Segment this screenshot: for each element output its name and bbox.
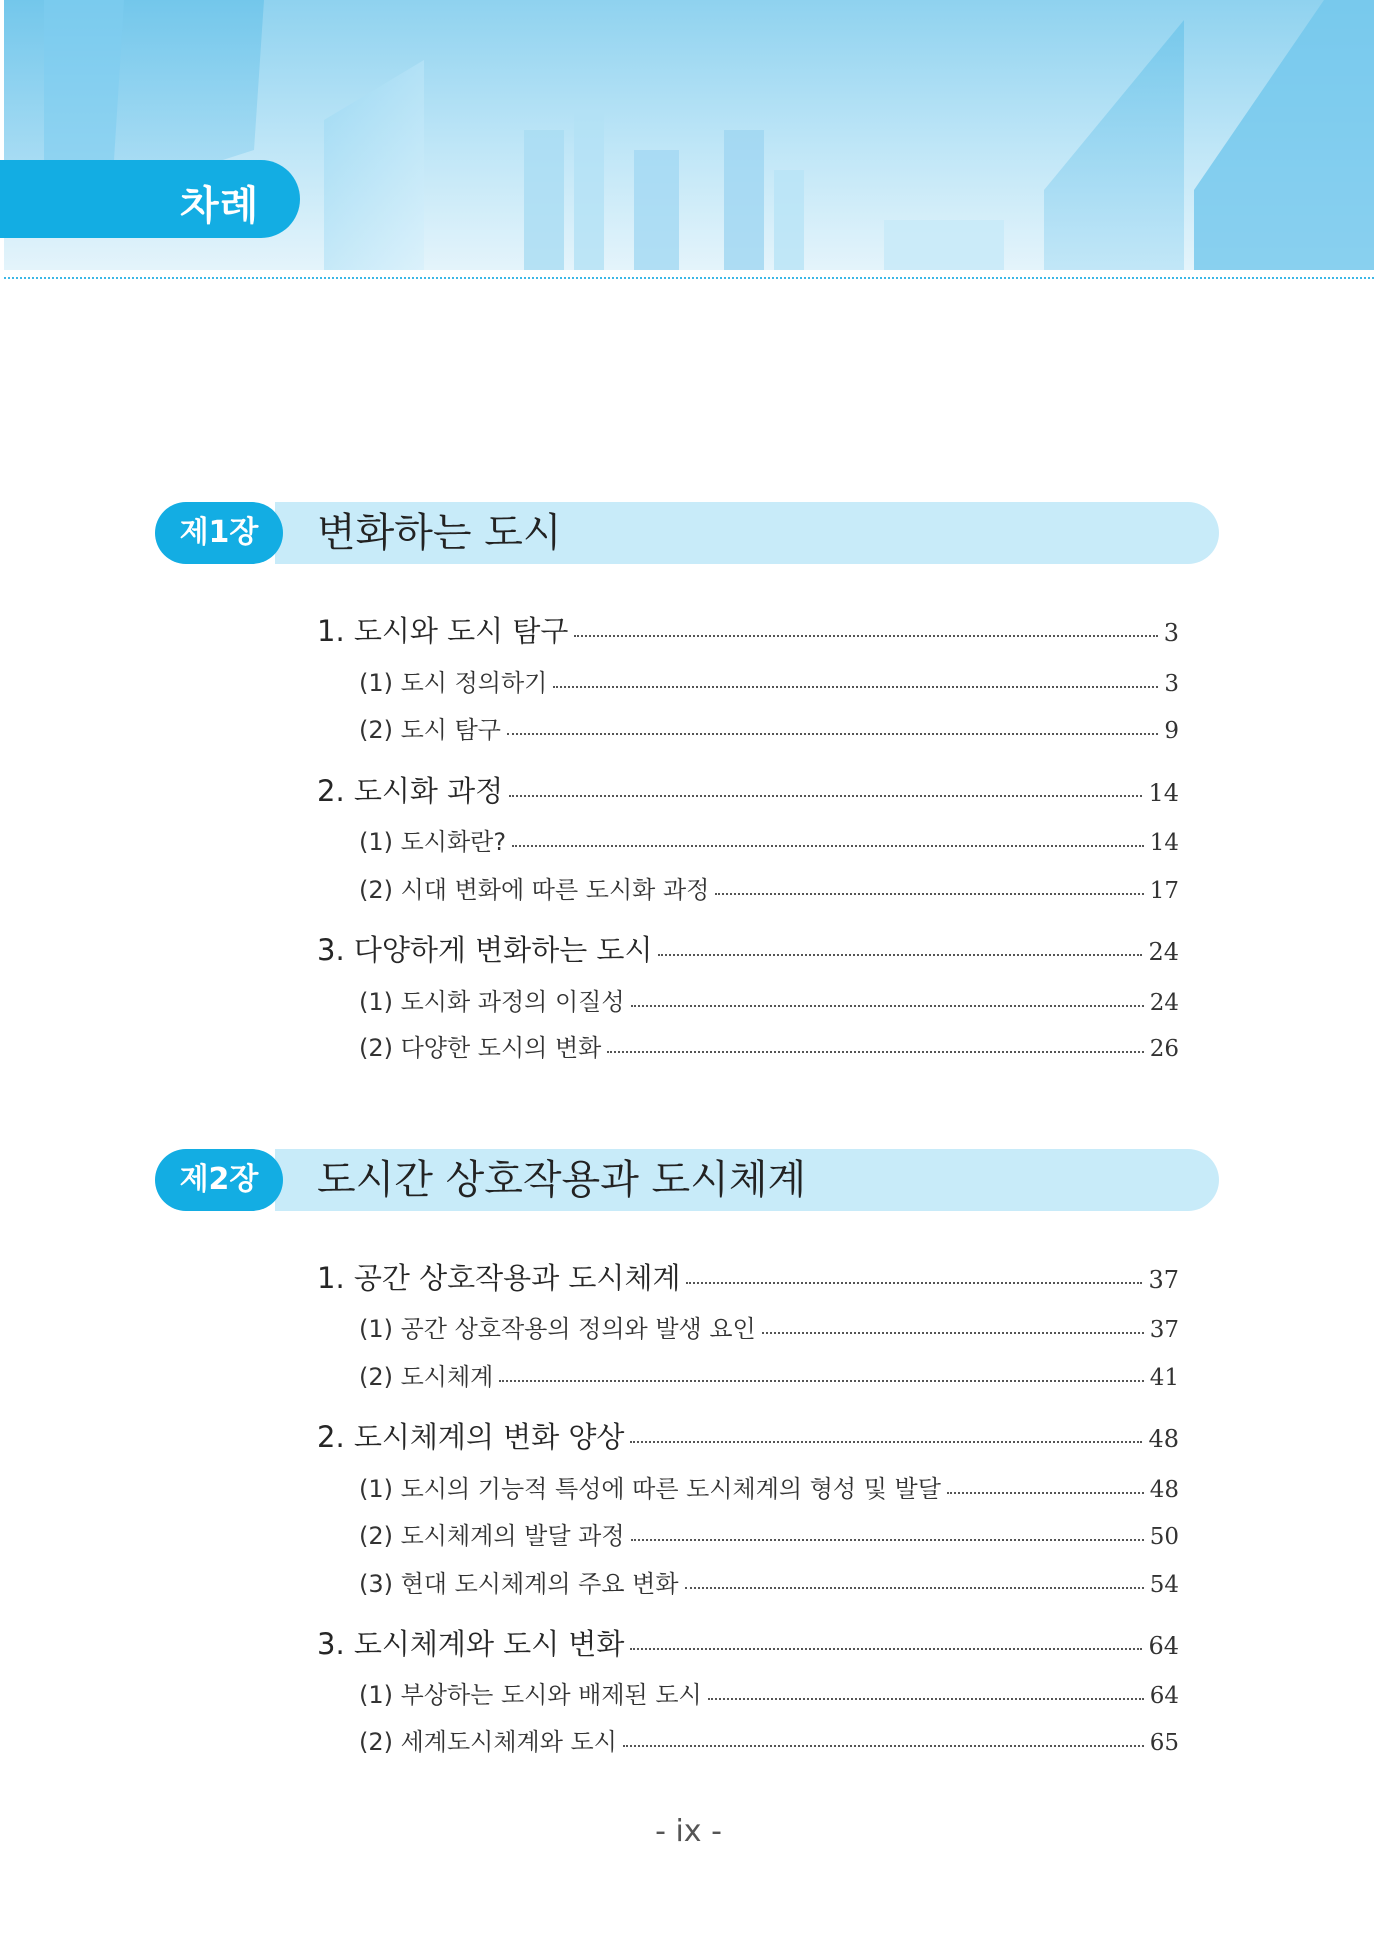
toc-section[interactable]: 3. 도시체계와 도시 변화 64 — [317, 1627, 1179, 1661]
toc-subsection[interactable]: (2) 다양한 도시의 변화 26 — [359, 1034, 1179, 1062]
header-divider — [4, 277, 1374, 279]
toc-subsection[interactable]: (2) 도시 탐구 9 — [359, 716, 1179, 744]
toc-subsection[interactable]: (2) 시대 변화에 따른 도시화 과정 17 — [359, 876, 1179, 904]
toc-subsection[interactable]: (1) 도시화란? 14 — [359, 828, 1179, 856]
chapter-1-title: 변화하는 도시 — [317, 510, 562, 556]
toc-subsection[interactable]: (1) 부상하는 도시와 배제된 도시 64 — [359, 1681, 1179, 1709]
toc-heading: 차례 — [180, 183, 260, 229]
toc-subsection[interactable]: (1) 도시의 기능적 특성에 따른 도시체계의 형성 및 발달 48 — [359, 1475, 1179, 1503]
toc-section[interactable]: 3. 다양하게 변화하는 도시 24 — [317, 933, 1179, 967]
chapter-1-badge: 제1장 — [155, 502, 283, 564]
toc-subsection[interactable]: (1) 도시 정의하기 3 — [359, 669, 1179, 697]
toc-section[interactable]: 1. 도시와 도시 탐구 3 — [317, 614, 1179, 648]
chapter-2-badge: 제2장 — [155, 1149, 283, 1211]
chapter-2-title: 도시간 상호작용과 도시체계 — [317, 1157, 807, 1203]
toc-heading-tab — [0, 160, 300, 238]
toc-subsection[interactable]: (1) 도시화 과정의 이질성 24 — [359, 988, 1179, 1016]
toc-section[interactable]: 1. 공간 상호작용과 도시체계 37 — [317, 1261, 1179, 1295]
page-number: - ix - — [655, 1814, 722, 1849]
toc-section[interactable]: 2. 도시화 과정 14 — [317, 774, 1179, 808]
toc-subsection[interactable]: (1) 공간 상호작용의 정의와 발생 요인 37 — [359, 1315, 1179, 1343]
toc-section[interactable]: 2. 도시체계의 변화 양상 48 — [317, 1420, 1179, 1454]
toc-subsection[interactable]: (2) 도시체계 41 — [359, 1363, 1179, 1391]
toc-subsection[interactable]: (2) 도시체계의 발달 과정 50 — [359, 1522, 1179, 1550]
toc-subsection[interactable]: (3) 현대 도시체계의 주요 변화 54 — [359, 1570, 1179, 1598]
toc-subsection[interactable]: (2) 세계도시체계와 도시 65 — [359, 1728, 1179, 1756]
